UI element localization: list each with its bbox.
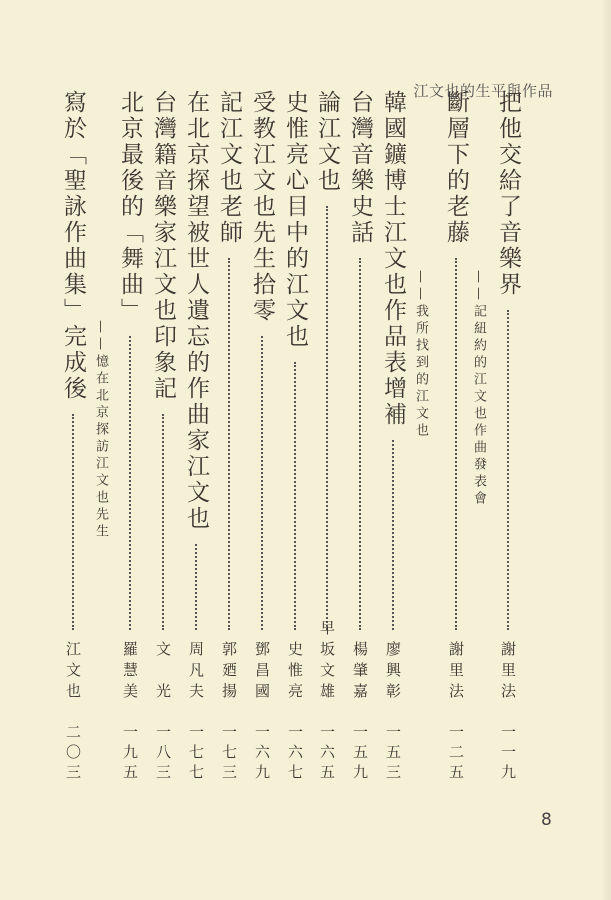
dot-leader (129, 336, 131, 630)
entry-author: 郭廼揚 (220, 641, 238, 704)
entry-title: 斷層下的老藤 (443, 90, 469, 246)
dot-leader (162, 414, 164, 630)
entry-subtitle: ——記紐約的江文也作曲發表會 (471, 270, 486, 508)
dot-leader (326, 206, 328, 630)
entry-page-number: 一五三 (384, 724, 402, 784)
running-header: 江文也的生平與作品 (413, 82, 553, 100)
entry-title: 史惟亮心目中的江文也 (282, 90, 308, 350)
entry-subtitle: ——憶在北京探訪江文也先生 (93, 320, 108, 541)
entry-author: 江文也 (64, 641, 82, 704)
entry-page-number: 一五九 (351, 724, 369, 784)
dot-leader (392, 440, 394, 630)
dot-leader (72, 414, 74, 630)
entry-author: 廖興彰 (384, 641, 402, 704)
entry-author: 文 光 (154, 641, 172, 704)
entry-author: 楊肇嘉 (351, 641, 369, 704)
entry-page-number: 二〇三 (64, 724, 82, 784)
entry-page-number: 一六七 (286, 724, 304, 784)
entry-title: 把他交給了音樂界 (495, 90, 521, 298)
toc-entry[interactable] (148, 90, 178, 630)
entry-page-number: 一七七 (187, 724, 205, 784)
dot-leader (455, 258, 457, 630)
entry-author: 史惟亮 (286, 641, 304, 704)
toc-entry[interactable] (493, 90, 523, 630)
toc-entry[interactable] (345, 90, 375, 630)
dot-leader (359, 258, 361, 630)
entry-page-number: 一六五 (318, 724, 336, 784)
entry-title: 韓國鑛博士江文也作品表增補 (380, 90, 406, 428)
entry-author: 早坂文雄 (318, 620, 336, 704)
entry-title: 論江文也 (314, 90, 340, 194)
toc-entry[interactable] (280, 90, 310, 630)
entry-page-number: 一六九 (253, 724, 271, 784)
toc-entry[interactable] (115, 90, 145, 630)
entry-author: 謝里法 (447, 641, 465, 704)
entry-title: 台灣音樂史話 (347, 90, 373, 246)
page-number: 8 (541, 810, 552, 830)
entry-page-number: 一九五 (121, 724, 139, 784)
entry-author: 鄧昌國 (253, 641, 271, 704)
dot-leader (507, 310, 509, 630)
toc-entry[interactable] (378, 90, 408, 630)
dot-leader (228, 258, 230, 630)
entry-title: 台灣籍音樂家江文也印象記 (150, 90, 176, 402)
entry-title: 寫於「聖詠作曲集」完成後 (60, 90, 86, 402)
entry-author: 周凡夫 (187, 641, 205, 704)
dot-leader (294, 362, 296, 630)
entry-author: 謝里法 (499, 641, 517, 704)
toc-entry[interactable] (214, 90, 244, 630)
entry-title: 記江文也老師 (216, 90, 242, 246)
entry-page-number: 一二五 (447, 724, 465, 784)
entry-author: 羅慧美 (121, 641, 139, 704)
toc-entry[interactable] (312, 90, 342, 630)
toc-entry[interactable] (441, 90, 471, 630)
entry-title: 受教江文也先生拾零 (249, 90, 275, 324)
entry-title: 在北京探望被世人遺忘的作曲家江文也 (183, 90, 209, 532)
toc-entry[interactable] (247, 90, 277, 630)
entry-page-number: 一一九 (499, 724, 517, 784)
entry-page-number: 一七三 (220, 724, 238, 784)
toc-entry[interactable] (58, 90, 88, 630)
entry-page-number: 一八三 (154, 724, 172, 784)
entry-subtitle: ——我所找到的江文也 (413, 270, 428, 440)
entry-title: 北京最後的「舞曲」 (117, 90, 143, 324)
toc-entry[interactable] (181, 90, 211, 630)
dot-leader (195, 544, 197, 630)
page-edge (603, 0, 611, 900)
dot-leader (261, 336, 263, 630)
